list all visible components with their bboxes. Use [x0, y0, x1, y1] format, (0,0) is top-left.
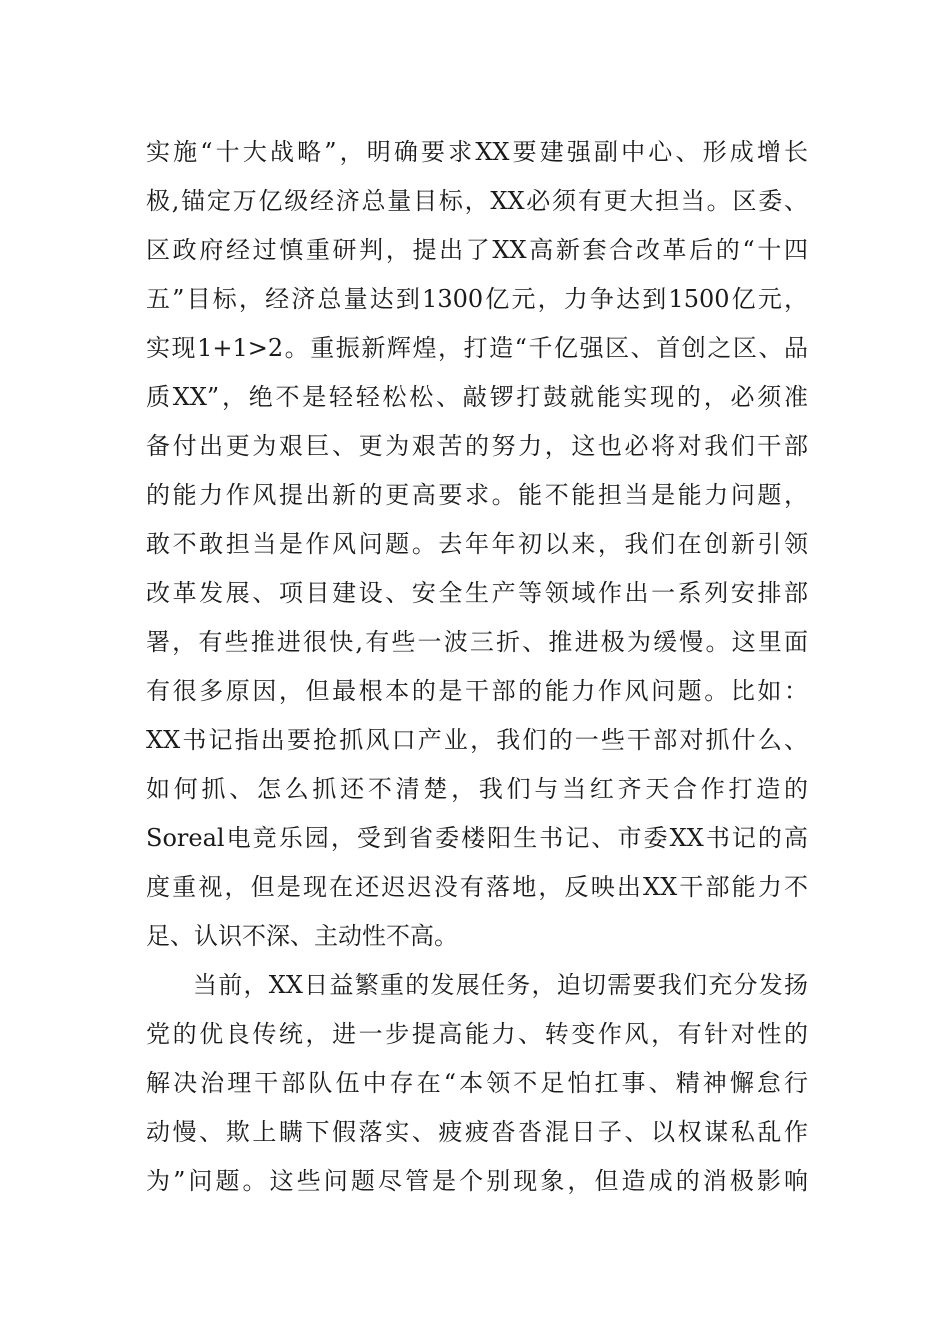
- paragraph-2: [146, 961, 808, 1206]
- text-line: 署，有些推进很快,有些一波三折、推进极为缓慢。这里面: [146, 628, 808, 656]
- text-line: 足、认识不深、主动性不高。: [146, 922, 458, 950]
- text-line: 五”目标，经济总量达到1300亿元，力争达到1500亿元，: [146, 285, 808, 313]
- text-line: XX书记指出要抢抓风口产业，我们的一些干部对抓什么、: [146, 726, 808, 754]
- text-line: 有很多原因，但最根本的是干部的能力作风问题。比如：: [146, 677, 808, 705]
- text-line: 解决治理干部队伍中存在“本领不足怕扛事、精神懈怠行: [146, 1069, 808, 1097]
- text-line: 为”问题。这些问题尽管是个别现象，但造成的消极影响: [146, 1167, 808, 1195]
- text-line: 当前，XX日益繁重的发展任务，迫切需要我们充分发扬: [193, 971, 808, 999]
- text-line: 实现1+1>2。重振新辉煌，打造“千亿强区、首创之区、品: [146, 334, 808, 362]
- text-line: 如何抓、怎么抓还不清楚，我们与当红齐天合作打造的: [146, 775, 808, 803]
- paragraph-1: [146, 128, 808, 961]
- text-line: 质XX”，绝不是轻轻松松、敲锣打鼓就能实现的，必须准: [146, 383, 808, 411]
- text-line: 极,锚定万亿级经济总量目标，XX必须有更大担当。区委、: [146, 187, 808, 215]
- text-line: 实施“十大战略”，明确要求XX要建强副中心、形成增长: [146, 138, 808, 166]
- text-line: 备付出更为艰巨、更为艰苦的努力，这也必将对我们干部: [146, 432, 808, 460]
- text-line: 党的优良传统，进一步提高能力、转变作风，有针对性的: [146, 1020, 808, 1048]
- text-line: 改革发展、项目建设、安全生产等领域作出一系列安排部: [146, 579, 808, 607]
- document-body: [146, 128, 808, 1206]
- text-line: 敢不敢担当是作风问题。去年年初以来，我们在创新引领: [146, 530, 808, 558]
- text-line: 动慢、欺上瞒下假落实、疲疲沓沓混日子、以权谋私乱作: [146, 1118, 808, 1146]
- text-line: 度重视，但是现在还迟迟没有落地，反映出XX干部能力不: [146, 873, 808, 901]
- text-line: 的能力作风提出新的更高要求。能不能担当是能力问题，: [146, 481, 808, 509]
- text-line: 区政府经过慎重研判，提出了XX高新套合改革后的“十四: [146, 236, 808, 264]
- text-line: Soreal电竞乐园，受到省委楼阳生书记、市委XX书记的高: [146, 824, 808, 852]
